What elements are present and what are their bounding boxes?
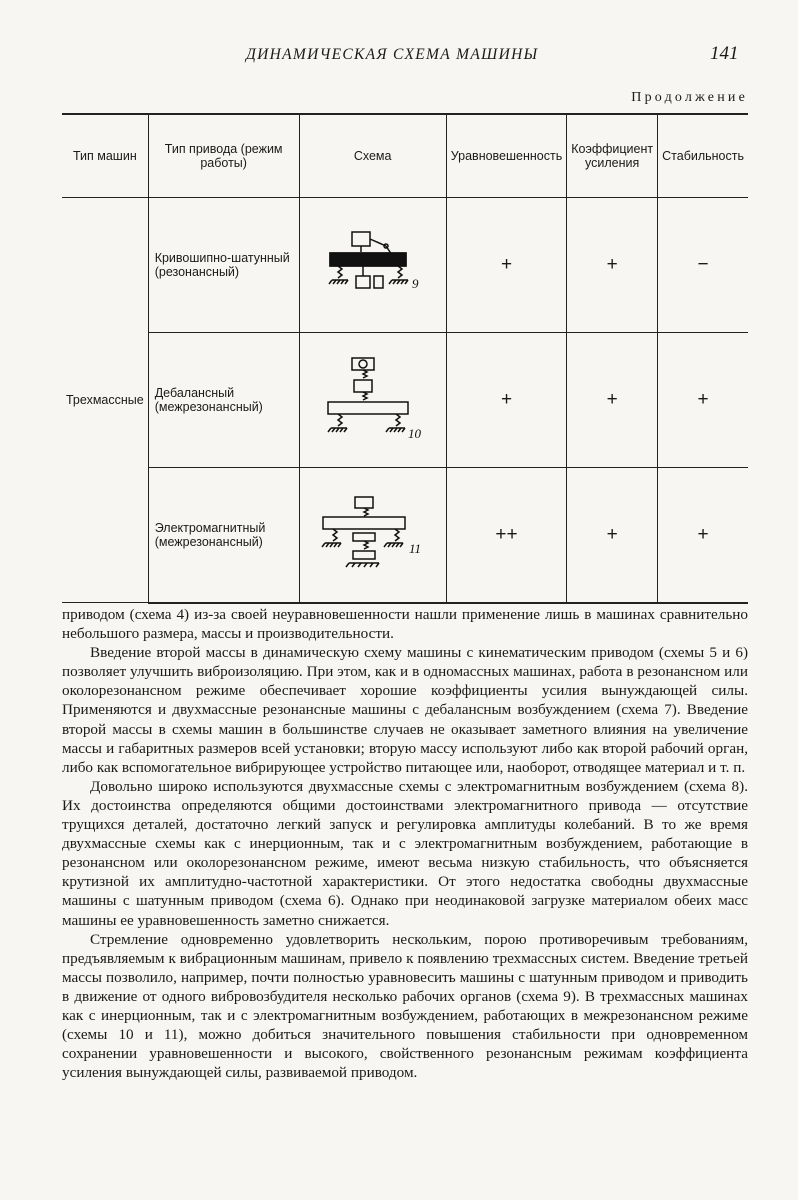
table-row	[62, 198, 748, 333]
scheme-cell	[299, 468, 446, 603]
scheme-cell	[299, 333, 446, 468]
col-header-gain: Коэффициент усиления	[567, 114, 658, 198]
col-header-type: Тип машин	[62, 114, 148, 198]
col-header-stability: Стабильность	[658, 114, 748, 198]
stability-cell: +	[658, 333, 748, 468]
scheme-number-label: 11	[408, 541, 421, 557]
machine-types-table	[62, 113, 748, 604]
gain-cell: +	[567, 198, 658, 333]
balance-cell: +	[446, 333, 566, 468]
table-continuation-label: Продолжение	[631, 90, 748, 105]
scheme-9-diagram	[318, 224, 428, 304]
paragraph: Довольно широко используются двухмассные схемы с электромагнитным возбуждением (схема 8). Их достоинства определяются общими достоинствами электромагнитного привода — отсутствие трущихся деталей, достаточно легкий запуск и регулировка амплитуды колебаний. В то же время двухмассные схемы как с инерционным, так и с электромагнитным возбуждением, работающие в резонансном или околорезонансном режиме, имеют весьма низкую стабильность, что объясняется крутизной их амплитудно-частотной характеристики. От этого недостатка свободны двухмассные машины с шатунным приводом (схема 6). Однако при неодинаковой загрузке материалом обеих масс машины ее уравновешенность заметно снижается.	[62, 777, 748, 929]
gain-cell: +	[567, 333, 658, 468]
body-text	[62, 605, 748, 1082]
col-header-scheme: Схема	[299, 114, 446, 198]
machine-type-cell: Трехмассные	[62, 198, 148, 603]
balance-cell: ++	[446, 468, 566, 603]
running-title: ДИНАМИЧЕСКАЯ СХЕМА МАШИНЫ	[246, 46, 539, 63]
table-row	[62, 468, 748, 603]
scheme-number-label: 9	[411, 275, 419, 291]
drive-type-cell: Дебалансный (межрезонансный)	[148, 333, 299, 468]
table-row	[62, 333, 748, 468]
page-header	[0, 43, 798, 72]
balance-cell: +	[446, 198, 566, 333]
paragraph: Стремление одновременно удовлетворить нескольким, порою противоречивым требованиям, предъявляемым к вибрационным машинам, привело к появлению трехмассных систем. Введение третьей массы позволило, например, почти полностью уравновесить машины с шатунным приводом и приводить в движение от одного вибровозбудителя несколько рабочих органов (схема 9). В трехмассных машинах как с инерционным, так и с электромагнитным возбуждением, работающих в межрезонансном режиме (схемы 10 и 11), можно добиться значительного повышения стабильности при одновременном сохранении уравновешенности и высокого, свойственного резонансным режимам коэффициента усиления вынуждающей силы, развиваемой приводом.	[62, 930, 748, 1082]
scheme-cell	[299, 198, 446, 333]
scheme-10-diagram	[318, 354, 428, 444]
stability-cell: −	[658, 198, 748, 333]
paragraph: приводом (схема 4) из-за своей неуравновешенности нашли применение лишь в машинах сравнительно небольшого размера, массы и производительности.	[62, 606, 748, 643]
col-header-drive: Тип привода (режим работы)	[148, 114, 299, 198]
page-number: 141	[710, 43, 739, 64]
scheme-number-label: 10	[407, 425, 421, 441]
col-header-balance: Уравновешенность	[446, 114, 566, 198]
table-header-row	[62, 114, 748, 198]
scheme-11-diagram	[313, 493, 433, 573]
gain-cell: +	[567, 468, 658, 603]
drive-type-cell: Электромагнитный (межрезонансный)	[148, 468, 299, 603]
drive-type-cell: Кривошипно-шатунный (резонансный)	[148, 198, 299, 333]
paragraph: Введение второй массы в динамическую схему машины с кинематическим приводом (схемы 5 и 6) позволяет улучшить виброизоляцию. При этом, как и в одномассных машинах, работа в резонансном или околорезонансном режиме обеспечивает хорошие коэффициенты усилия вынуждающей силы. Применяются и двухмассные резонансные машины с дебалансным возбуждением (схема 7). Введение второй массы в схемы машин в большинстве случаев не оказывает заметного влияния на увеличение массы и габаритных размеров всей установки; вторую массу используют либо как второй рабочий орган, либо как вспомогательное вибрирующее устройство питающее или, наоборот, отводящее материал и т. п.	[62, 644, 748, 776]
stability-cell: +	[658, 468, 748, 603]
